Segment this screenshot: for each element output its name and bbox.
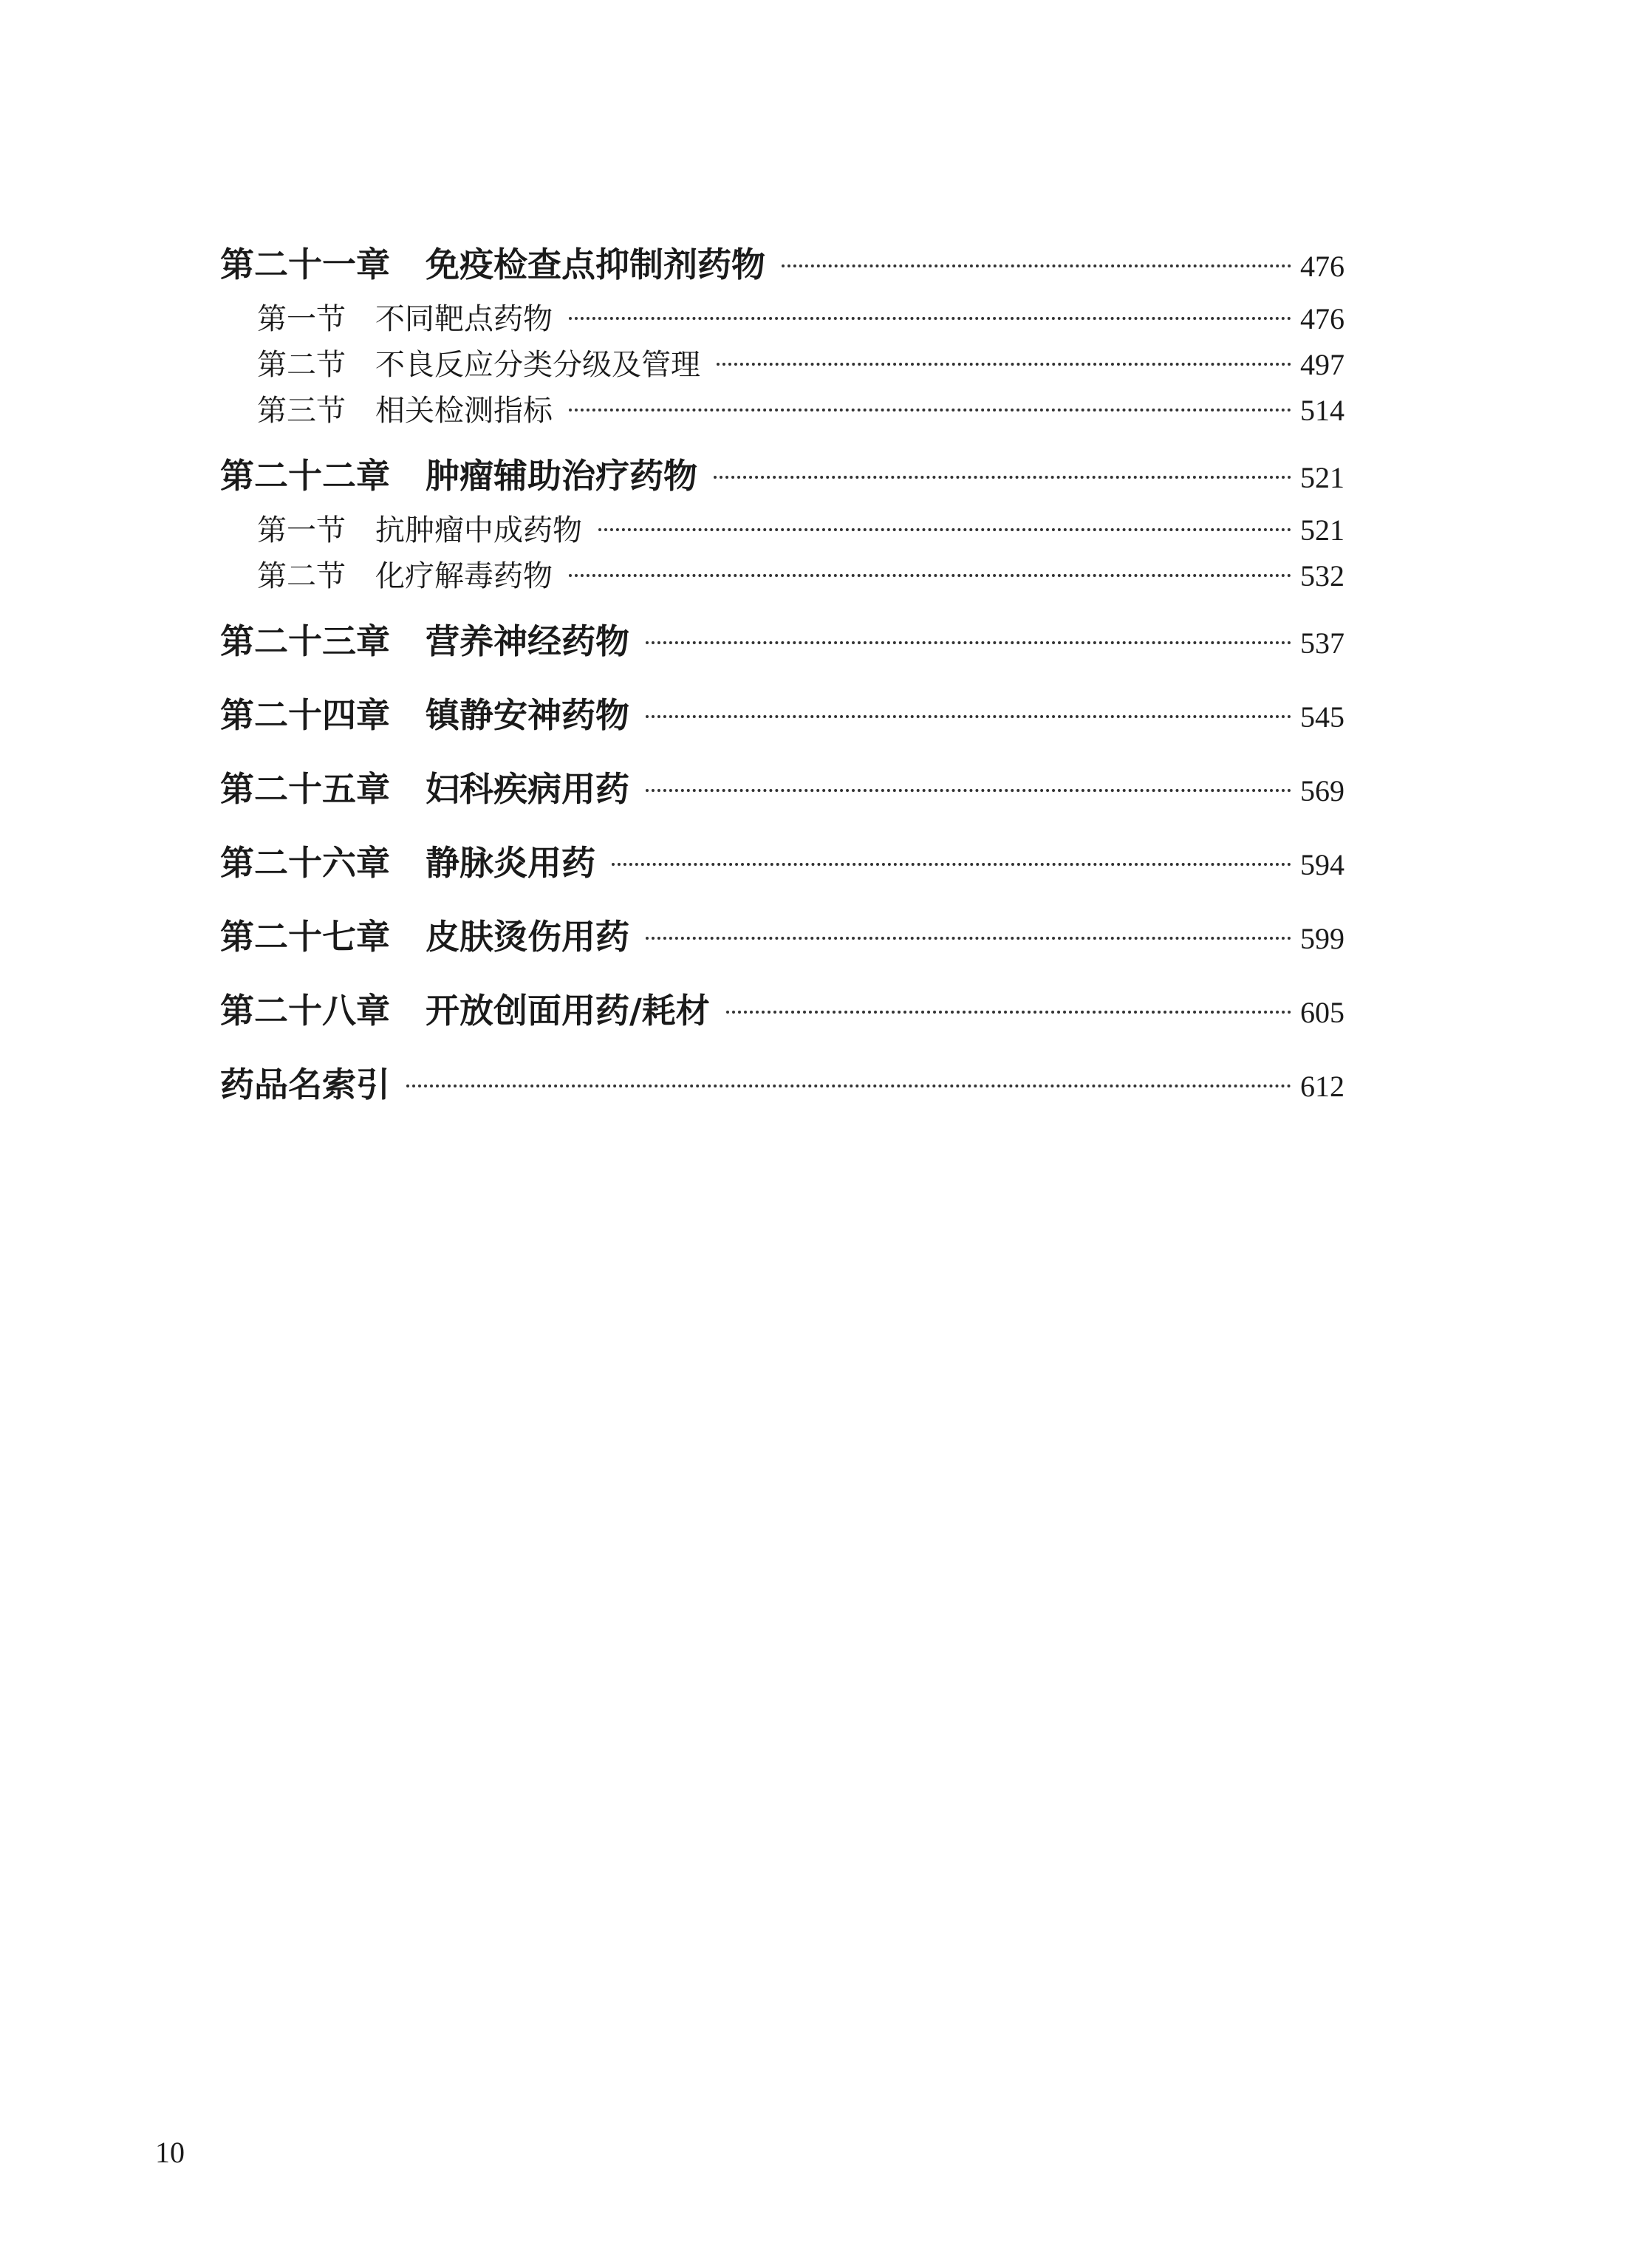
chapter-title: 营养神经药物 (426, 621, 629, 661)
chapter-title: 皮肤烫伤用药 (426, 917, 629, 957)
index-title: 药品名索引 (220, 1065, 390, 1104)
chapter-number: 第二十一章 (220, 245, 390, 284)
section-number: 第二节 (257, 559, 346, 593)
toc-entry-section[interactable] (257, 553, 1345, 595)
dot-leader (569, 409, 1291, 411)
toc-entry-index[interactable] (220, 1058, 1345, 1107)
dot-leader (714, 476, 1291, 479)
page-ref: 476 (1300, 250, 1345, 283)
chapter-title: 免疫检查点抑制剂药物 (426, 245, 765, 284)
chapter-title: 肿瘤辅助治疗药物 (426, 456, 697, 496)
toc-entry-chapter[interactable] (220, 836, 1345, 885)
chapter-number: 第二十二章 (220, 456, 390, 496)
toc-entry-chapter[interactable] (220, 762, 1345, 811)
chapter-title: 镇静安神药物 (426, 695, 629, 735)
chapter-number: 第二十四章 (220, 695, 390, 735)
dot-leader (717, 363, 1291, 366)
toc-entry-chapter[interactable] (220, 615, 1345, 663)
chapter-number: 第二十七章 (220, 917, 390, 957)
page-ref: 521 (1300, 461, 1345, 494)
page-ref: 521 (1300, 513, 1345, 547)
page-ref: 537 (1300, 626, 1345, 660)
toc-entry-chapter[interactable] (220, 984, 1345, 1033)
section-title: 不良反应分类分级及管理 (375, 348, 700, 382)
page-ref: 594 (1300, 848, 1345, 881)
dot-leader (612, 863, 1291, 866)
section-title: 不同靶点药物 (375, 302, 553, 336)
dot-leader (646, 937, 1291, 940)
section-title: 相关检测指标 (375, 394, 553, 428)
chapter-number: 第二十五章 (220, 769, 390, 809)
chapter-title: 静脉炎用药 (426, 843, 595, 883)
page-ref: 605 (1300, 996, 1345, 1029)
section-number: 第一节 (257, 513, 346, 547)
dot-leader (646, 715, 1291, 718)
toc-entry-chapter[interactable] (220, 910, 1345, 959)
dot-leader (726, 1011, 1291, 1014)
page-ref: 599 (1300, 922, 1345, 955)
page-ref: 476 (1300, 302, 1345, 335)
toc-entry-section[interactable] (257, 341, 1345, 383)
chapter-title: 开放创面用药/耗材 (426, 991, 710, 1031)
page-number: 10 (155, 2136, 185, 2169)
dot-leader (782, 264, 1291, 267)
section-number: 第一节 (257, 302, 346, 336)
page-ref: 612 (1300, 1070, 1345, 1103)
section-number: 第二节 (257, 348, 346, 382)
chapter-title: 妇科疾病用药 (426, 769, 629, 809)
page-ref: 532 (1300, 559, 1345, 592)
toc-entry-chapter[interactable] (220, 238, 1345, 287)
dot-leader (646, 641, 1291, 644)
toc-entry-section[interactable] (257, 296, 1345, 338)
toc-entry-section[interactable] (257, 387, 1345, 429)
dot-leader (569, 317, 1291, 320)
chapter-number: 第二十八章 (220, 991, 390, 1031)
dot-leader (406, 1085, 1291, 1087)
page-ref: 514 (1300, 394, 1345, 427)
toc-entry-chapter[interactable] (220, 449, 1345, 498)
page-ref: 545 (1300, 700, 1345, 734)
page-ref: 497 (1300, 348, 1345, 381)
chapter-number: 第二十六章 (220, 843, 390, 883)
dot-leader (646, 789, 1291, 792)
dot-leader (598, 528, 1291, 531)
dot-leader (569, 574, 1291, 577)
chapter-number: 第二十三章 (220, 621, 390, 661)
toc-entry-section[interactable] (257, 507, 1345, 549)
section-number: 第三节 (257, 394, 346, 428)
page-ref: 569 (1300, 774, 1345, 807)
toc-entry-chapter[interactable] (220, 689, 1345, 737)
section-title: 抗肿瘤中成药物 (375, 513, 582, 547)
section-title: 化疗解毒药物 (375, 559, 553, 593)
